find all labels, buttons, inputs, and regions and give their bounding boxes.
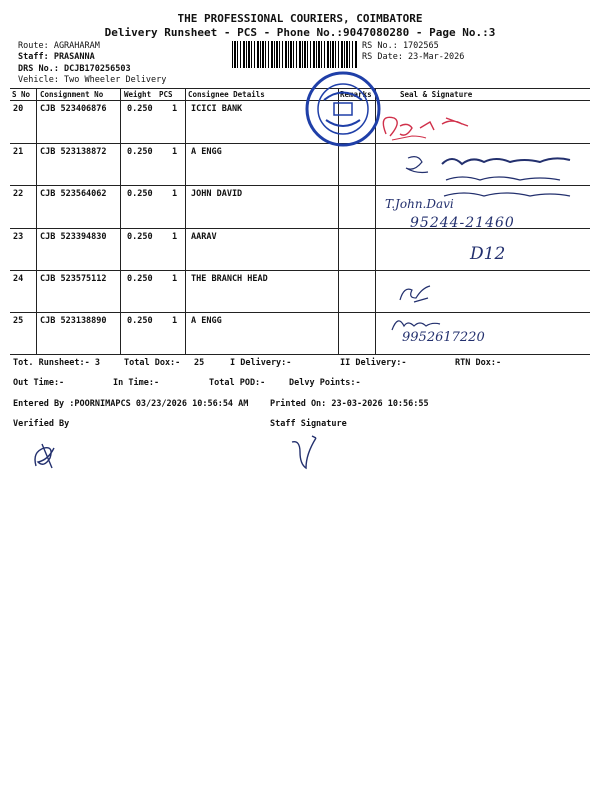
row-sno: 21	[13, 147, 24, 157]
row-sno: 25	[13, 316, 24, 326]
col-remarks: Remarks	[340, 90, 372, 99]
vehicle-label: Vehicle: Two Wheeler Delivery	[18, 75, 167, 85]
col-weight: Weight	[124, 90, 152, 99]
rtn-dox: RTN Dox:-	[455, 358, 502, 368]
row-consignment: CJB 523564062	[40, 189, 107, 199]
row-pcs: 1	[172, 147, 178, 157]
handwritten-name-row-22: T.John.Davi	[385, 197, 454, 211]
col-seal-signature: Seal & Signature	[400, 90, 473, 99]
row-weight: 0.250	[127, 189, 153, 199]
row-consignment: CJB 523138890	[40, 316, 107, 326]
handwritten-mark-row-23: D12	[470, 244, 506, 264]
row-weight: 0.250	[127, 316, 153, 326]
staff-signature-label: Staff Signature	[270, 419, 347, 429]
signature-row-20	[372, 104, 482, 146]
ii-delivery: II Delivery:-	[340, 358, 407, 368]
row-weight: 0.250	[127, 104, 153, 114]
row-consignee: THE BRANCH HEAD	[191, 274, 268, 284]
tamil-seal-stamp	[438, 150, 598, 210]
row-consignee: ICICI BANK	[191, 104, 243, 114]
bank-seal-stamp	[304, 70, 382, 148]
signature-row-21	[400, 152, 436, 178]
entered-by: Entered By :POORNIMAPCS 03/23/2026 10:56:54 AM	[13, 399, 249, 409]
col-pcs: PCS	[159, 90, 173, 99]
row-weight: 0.250	[127, 147, 153, 157]
total-pod: Total POD:-	[209, 378, 266, 388]
row-consignee: JOHN DAVID	[191, 189, 243, 199]
out-time: Out Time:-	[13, 378, 65, 388]
verifier-signature	[28, 438, 64, 472]
verified-by-label: Verified By	[13, 419, 70, 429]
row-weight: 0.250	[127, 232, 153, 242]
row-sno: 20	[13, 104, 24, 114]
staff-signature	[286, 432, 322, 474]
col-consignee: Consignee Details	[188, 90, 265, 99]
row-consignee: A ENGG	[191, 147, 222, 157]
handwritten-phone-row-25: 9952617220	[402, 330, 485, 345]
row-pcs: 1	[172, 189, 178, 199]
row-sno: 24	[13, 274, 24, 284]
total-dox-label: Total Dox:-	[124, 358, 181, 368]
row-pcs: 1	[172, 316, 178, 326]
i-delivery: I Delivery:-	[230, 358, 292, 368]
rs-date: RS Date: 23-Mar-2026	[362, 52, 465, 62]
runsheet-subtitle: Delivery Runsheet - PCS - Phone No.:9047080280 - Page No.:3	[104, 26, 496, 39]
drs-number: DRS No.: DCJB170256503	[18, 64, 131, 74]
staff-label: Staff: PRASANNA	[18, 52, 95, 62]
company-title: THE PROFESSIONAL COURIERS, COIMBATORE	[177, 12, 423, 25]
handwritten-phone-row-22: 95244-21460	[410, 215, 515, 231]
row-consignment: CJB 523406876	[40, 104, 107, 114]
row-pcs: 1	[172, 274, 178, 284]
barcode	[232, 41, 358, 68]
printed-on: Printed On: 23-03-2026 10:56:55	[270, 399, 429, 409]
signature-row-24	[394, 280, 434, 306]
row-consignment: CJB 523575112	[40, 274, 107, 284]
row-consignee: AARAV	[191, 232, 217, 242]
tot-runsheet: Tot. Runsheet:- 3	[13, 358, 100, 368]
col-consignment: Consignment No	[40, 90, 104, 99]
row-pcs: 1	[172, 232, 178, 242]
delvy-points: Delvy Points:-	[289, 378, 361, 388]
row-consignment: CJB 523394830	[40, 232, 107, 242]
total-dox-value: 25	[194, 358, 205, 368]
row-pcs: 1	[172, 104, 178, 114]
row-sno: 23	[13, 232, 24, 242]
row-consignment: CJB 523138872	[40, 147, 107, 157]
row-consignee: A ENGG	[191, 316, 222, 326]
route-label: Route: AGRAHARAM	[18, 41, 100, 51]
rs-number: RS No.: 1702565	[362, 41, 439, 51]
row-weight: 0.250	[127, 274, 153, 284]
col-sno: S No	[12, 90, 31, 99]
row-sno: 22	[13, 189, 24, 199]
in-time: In Time:-	[113, 378, 160, 388]
